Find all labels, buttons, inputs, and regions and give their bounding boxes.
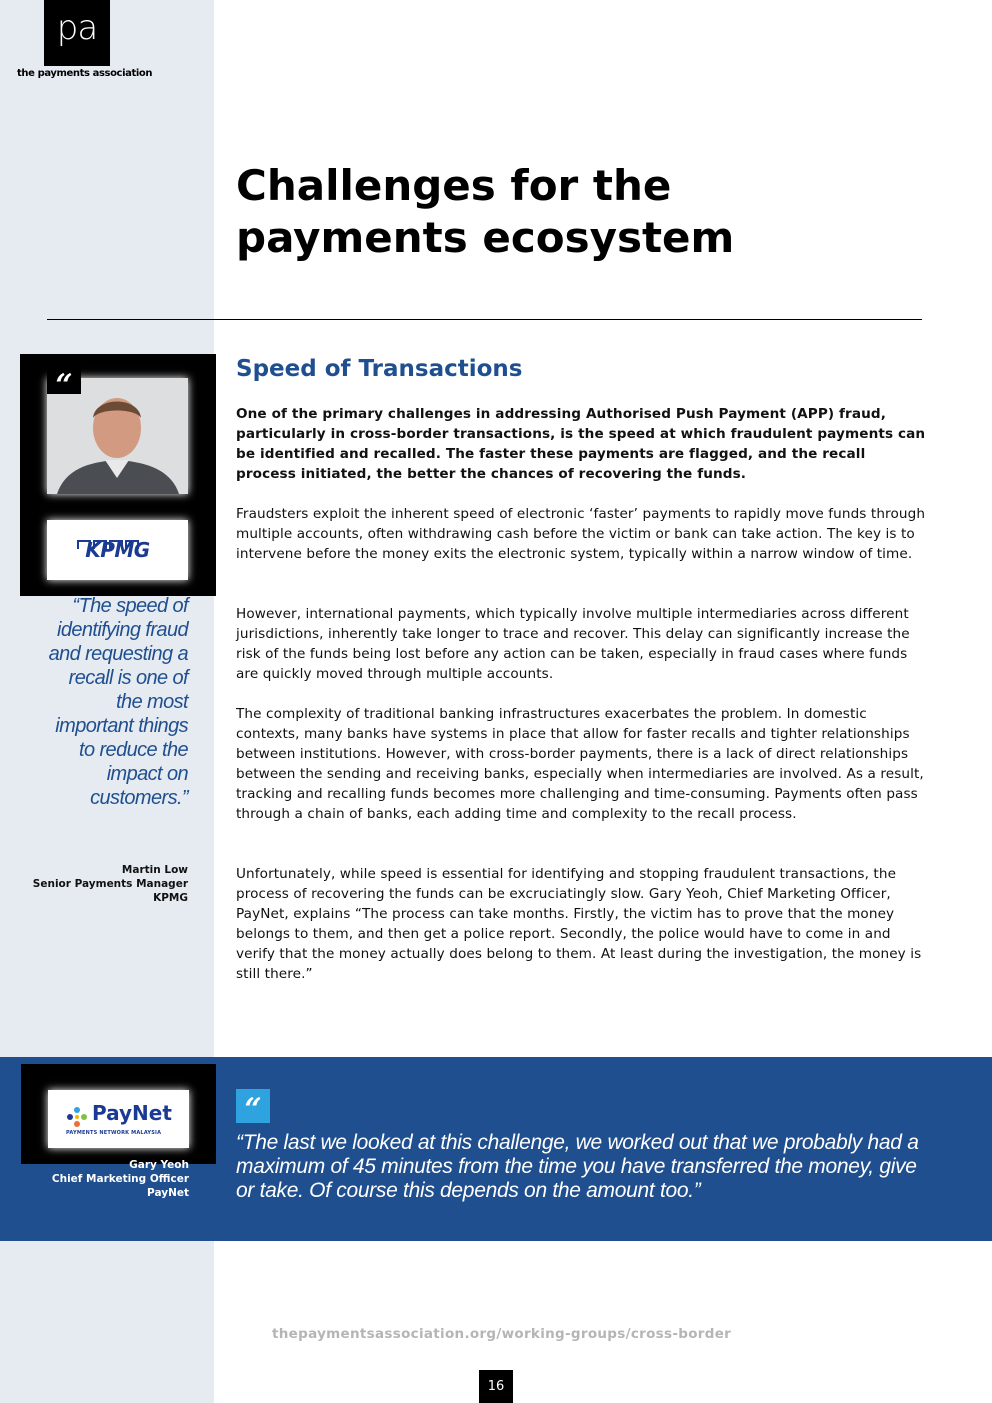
side-quote-company: KPMG xyxy=(153,892,188,904)
paynet-logo-text: PayNet xyxy=(92,1101,172,1125)
body-paragraph: The complexity of traditional banking infrastructures exacerbates the problem. In domestic contexts, many banks have systems in place that allow for faster recalls and tighter relationships between institutions. However, with cross-border payments, there is a lack of direct relationships between the sending and receiving banks, especially when intermediaries are involved. As a result, tracking and recalling funds becomes more challenging and time-consuming. Payments often pass through a chain of banks, each adding time and complexity to the recall process. xyxy=(236,706,924,822)
brand-name: the payments association xyxy=(17,68,153,79)
band-quote-company: PayNet xyxy=(147,1187,189,1199)
sidebar-panel-lower xyxy=(0,1241,214,1403)
title-divider xyxy=(47,319,922,320)
quote-mark-icon: “ xyxy=(47,367,81,394)
page-number: 16 xyxy=(479,1370,513,1403)
paynet-logo-subtext: PAYMENTS NETWORK MALAYSIA xyxy=(66,1130,162,1136)
lead-paragraph: One of the primary challenges in addressing Authorised Push Payment (APP) fraud, particularly in cross-border transactions, is the speed at which fraudulent payments can be identified and recalled. The faster these payments are flagged, and the recall process initiated, the better the chances of recovering the funds. xyxy=(236,406,926,482)
footer-link[interactable]: thepaymentsassociation.org/working-groups/cross-border xyxy=(272,1326,732,1342)
side-quote-text: “The speed of identifying fraud and requesting a recall is one of the most important things to reduce the impact on customers.” xyxy=(48,595,188,809)
kpmg-logo xyxy=(47,520,188,580)
body-paragraph: Unfortunately, while speed is essential for identifying and stopping fraudulent transactions, the process of recovering the funds can be excruciatingly slow. Gary Yeoh, Chief Marketing Officer, PayNet, explains “The process can take months. Firstly, the victim has to prove that the money belongs to them, and then get a police report. Secondly, the police would have to come in and verify that the money actually does belong to them. At least during the investigation, the money is still there.” xyxy=(236,866,922,982)
band-quote-role: Chief Marketing Officer xyxy=(51,1173,189,1185)
band-quote-text: “The last we looked at this challenge, we worked out that we probably had a maximum of 45 minutes from the time you have transferred the money, give or take. Of course this depends on the amount too.” xyxy=(236,1131,919,1202)
brand-logo-letters: pa xyxy=(56,8,98,48)
body-paragraph: Fraudsters exploit the inherent speed of electronic ‘faster’ payments to rapidly move funds through multiple accounts, often withdrawing cash before the victim or bank can take action. The key is to intervene before the money exits the electronic system, typically within a narrow window of time. xyxy=(236,506,926,562)
side-quote-role: Senior Payments Manager xyxy=(32,878,188,890)
paynet-logo xyxy=(48,1090,189,1148)
brand-logo[interactable] xyxy=(44,0,110,66)
body-paragraph: However, international payments, which typically involve multiple intermediaries across different jurisdictions, inherently take longer to trace and recover. This delay can significantly increase the risk of the funds being lost before any action can be taken, especially in fraud cases where funds are quickly moved through multiple accounts. xyxy=(236,606,910,682)
section-heading: Speed of Transactions xyxy=(236,356,523,382)
quote-mark-icon: “ xyxy=(236,1089,270,1123)
band-quote-name: Gary Yeoh xyxy=(129,1159,189,1171)
kpmg-logo-text: KPMG xyxy=(85,538,150,562)
paynet-mark-icon xyxy=(66,1106,88,1128)
side-quote-name: Martin Low xyxy=(121,864,188,876)
page-title: Challenges for the payments ecosystem xyxy=(236,161,735,262)
